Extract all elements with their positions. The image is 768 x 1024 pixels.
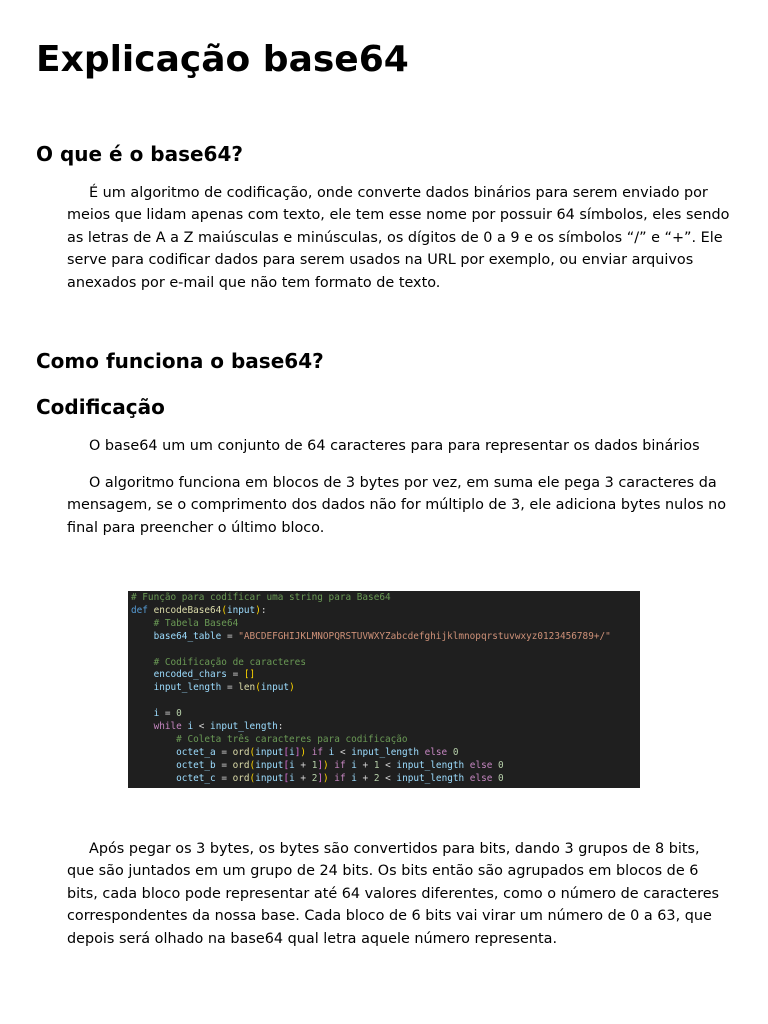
code-token: i bbox=[351, 759, 357, 771]
code-token: + bbox=[294, 759, 312, 771]
code-token: octet_a bbox=[131, 746, 216, 758]
code-token: ] bbox=[294, 746, 301, 758]
code-token: # Função para codificar uma string para Base64 bbox=[131, 592, 391, 603]
code-token: < bbox=[334, 746, 352, 758]
code-token: 0 bbox=[498, 772, 504, 784]
code-token: # Coleta três caracteres para codificação bbox=[131, 733, 408, 745]
code-token: 0 bbox=[176, 708, 182, 720]
code-token: i bbox=[289, 772, 295, 784]
code-line bbox=[131, 773, 504, 786]
code-token: else bbox=[464, 759, 499, 771]
code-token: ] bbox=[317, 772, 323, 784]
code-token: input bbox=[255, 759, 284, 771]
code-token: < bbox=[379, 772, 397, 784]
code-token: = bbox=[215, 746, 233, 758]
code-token: input bbox=[255, 746, 284, 758]
paragraph-bits: Após pegar os 3 bytes, os bytes são convertidos para bits, dando 3 grupos de 8 bits, que são juntados em um grupo de 24 bits. Os bits então são agrupados em blocos de 6 bits, cada bloco pode representar até 64 valores diferentes, como o número de caracteres correspondentes da nossa base. Cada bloco de 6 bits vai virar um número de 0 a 63, que depois será olhado na base64 qual letra aquele número representa. bbox=[67, 841, 720, 947]
paragraph-charset: O base64 um um conjunto de 64 caracteres para para representar os dados binários bbox=[89, 438, 700, 454]
code-token: ] bbox=[317, 759, 323, 771]
code-token: else bbox=[464, 772, 499, 784]
code-token: input_length bbox=[210, 721, 278, 732]
code-token: = bbox=[215, 772, 233, 784]
code-line bbox=[131, 631, 611, 644]
code-token: + bbox=[356, 759, 374, 771]
code-token: = bbox=[215, 759, 233, 771]
code-token: ) bbox=[323, 759, 329, 771]
code-token: ord bbox=[232, 772, 250, 784]
code-token: [ bbox=[283, 772, 290, 784]
paragraph-blocks: O algoritmo funciona em blocos de 3 bytes por vez, em suma ele pega 3 caracteres da mensagem, se o comprimento dos dados não for múltiplo de 3, ele adiciona bytes nulos no final para preencher o último bloco. bbox=[67, 475, 727, 536]
code-line bbox=[131, 657, 306, 670]
code-token: < bbox=[379, 759, 397, 771]
code-token: = bbox=[159, 708, 177, 720]
code-line bbox=[131, 760, 504, 773]
code-token: i bbox=[351, 772, 357, 784]
code-token: input bbox=[260, 682, 290, 694]
code-token: i bbox=[289, 746, 295, 758]
code-token: [] bbox=[243, 669, 256, 681]
section-heading-what-is: O que é o base64? bbox=[36, 142, 243, 166]
code-line bbox=[131, 708, 182, 721]
code-token: def bbox=[131, 604, 154, 616]
code-token: + bbox=[294, 772, 312, 784]
code-token: # Tabela Base64 bbox=[131, 617, 239, 629]
code-line bbox=[131, 605, 267, 618]
code-token: "ABCDEFGHIJKLMNOPQRSTUVWXYZabcdefghijklmnopqrstuvwxyz0123456789+/" bbox=[238, 630, 611, 642]
code-token: base64_table bbox=[131, 630, 222, 642]
code-token: else bbox=[418, 746, 453, 758]
code-token: 2 bbox=[373, 772, 380, 784]
code-token: while bbox=[131, 721, 188, 732]
code-token: input_length bbox=[396, 772, 465, 784]
code-token: ) bbox=[255, 604, 261, 616]
code-screenshot bbox=[128, 591, 640, 788]
code-token: 1 bbox=[311, 759, 318, 771]
code-token: encodeBase64 bbox=[153, 604, 222, 616]
code-token: 0 bbox=[498, 759, 504, 771]
code-token: encoded_chars bbox=[131, 669, 227, 681]
code-token: [ bbox=[283, 759, 290, 771]
code-token: input bbox=[255, 772, 284, 784]
code-line bbox=[131, 747, 459, 760]
code-token: if bbox=[306, 746, 329, 758]
code-token: ) bbox=[300, 746, 307, 758]
code-token: input_length bbox=[131, 682, 222, 694]
code-token: 2 bbox=[311, 772, 318, 784]
code-token: = bbox=[221, 682, 239, 694]
code-token: input bbox=[226, 604, 256, 616]
code-token: i bbox=[131, 708, 160, 720]
subheading-encoding: Codificação bbox=[36, 395, 165, 419]
code-token: ( bbox=[249, 746, 256, 758]
code-token: = bbox=[226, 669, 244, 681]
code-line bbox=[131, 734, 408, 747]
code-token: i bbox=[328, 746, 335, 758]
code-token: = bbox=[221, 630, 239, 642]
page-title: Explicação base64 bbox=[36, 39, 409, 80]
code-line bbox=[131, 721, 283, 734]
code-token: 1 bbox=[373, 759, 380, 771]
code-token: ord bbox=[232, 746, 250, 758]
code-token: # Codificação de caracteres bbox=[131, 656, 306, 668]
code-token: ( bbox=[255, 682, 261, 694]
code-token: : bbox=[260, 604, 267, 616]
code-token: ) bbox=[323, 772, 329, 784]
code-token: ( bbox=[221, 604, 227, 616]
code-token: i bbox=[187, 721, 194, 732]
code-token: 0 bbox=[452, 746, 459, 758]
code-token: : bbox=[277, 721, 284, 732]
code-token: i bbox=[289, 759, 295, 771]
code-line bbox=[131, 592, 391, 605]
code-token: len bbox=[238, 682, 256, 694]
code-token: [ bbox=[283, 746, 290, 758]
code-token: input_length bbox=[396, 759, 465, 771]
code-token: ) bbox=[289, 682, 295, 694]
code-token: ( bbox=[249, 772, 256, 784]
paragraph-what-is: É um algoritmo de codificação, onde converte dados binários para serem enviado por meios que lidam apenas com texto, ele tem esse nome por possuir 64 símbolos, eles sendo as letras de A a Z maiúsculas e minúsculas, os dígitos de 0 a 9 e os símbolos “/” e “+”. Ele serve para codificar dados para serem usados na URL por exemplo, ou enviar arquivos anexados por e-mail que não tem formato de texto. bbox=[67, 185, 730, 291]
code-line bbox=[131, 618, 238, 631]
code-token: if bbox=[328, 772, 352, 784]
code-token: < bbox=[193, 721, 211, 732]
section-heading-how-it-works: Como funciona o base64? bbox=[36, 349, 324, 373]
code-token: ( bbox=[249, 759, 256, 771]
code-line bbox=[131, 682, 295, 695]
code-token: octet_c bbox=[131, 772, 216, 784]
code-token: input_length bbox=[351, 746, 419, 758]
code-token: + bbox=[356, 772, 374, 784]
code-token: ord bbox=[232, 759, 250, 771]
code-token: if bbox=[328, 759, 352, 771]
code-token: octet_b bbox=[131, 759, 216, 771]
code-line bbox=[131, 669, 255, 682]
